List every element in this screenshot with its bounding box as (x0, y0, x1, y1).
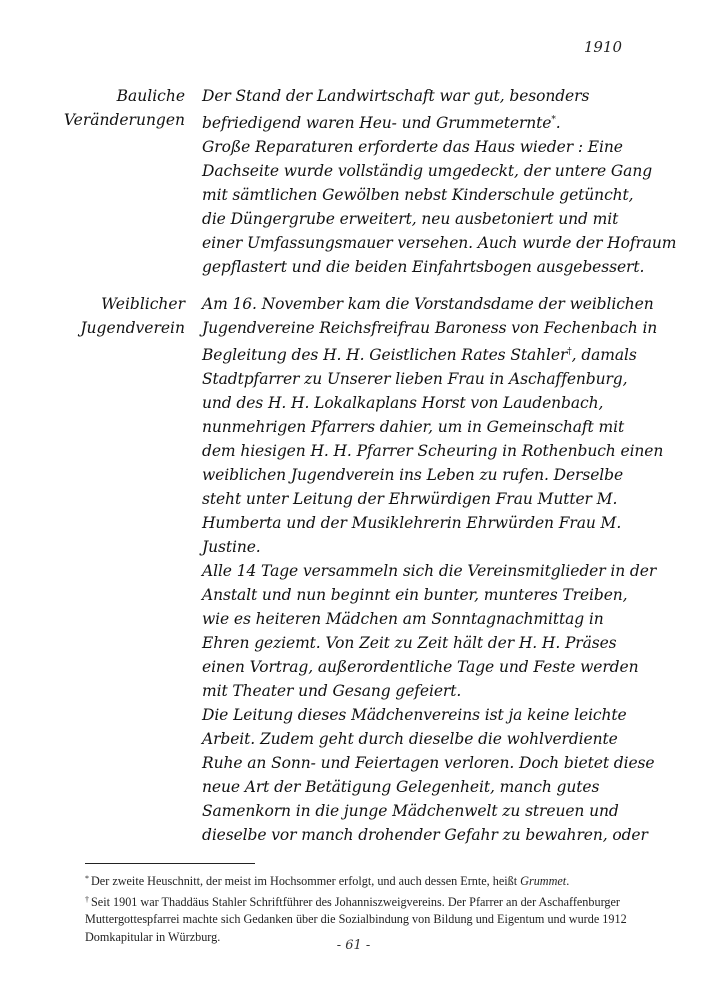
text-line-tail: , damals (571, 346, 637, 364)
text-line: Arbeit. Zudem geht durch dieselbe die wohlverdiente (202, 730, 618, 748)
footnote-marker: † (85, 894, 89, 904)
text-line: nunmehrigen Pfarrers dahier, um in Gemeinschaft mit (202, 418, 625, 436)
text-line: mit Theater und Gesang gefeiert. (202, 682, 462, 700)
footnote-text: Der zweite Heuschnitt, der meist im Hochsommer erfolgt, und auch dessen Ernte, heißt (91, 874, 521, 888)
section-body (202, 84, 677, 279)
text-line: Ruhe an Sonn- und Feiertagen verloren. Doch bietet diese (202, 754, 655, 772)
footnote-marker-2[interactable]: † (567, 347, 572, 357)
footnote-marker: * (85, 874, 89, 883)
text-line: Anstalt und nun beginnt ein bunter, munteres Treiben, (202, 586, 628, 604)
text-line: Alle 14 Tage versammeln sich die Vereinsmitglieder in der (202, 562, 657, 580)
text-line: Jugendvereine Reichsfreifrau Baroness von Fechenbach in (202, 319, 658, 337)
text-line (202, 340, 642, 367)
footnote-end: . (566, 874, 570, 888)
footnote-emphasis: Grummet (520, 874, 567, 888)
text-line: Große Reparaturen erforderte das Haus wieder : Eine (202, 138, 623, 156)
label-line: Veränderungen (63, 111, 185, 129)
footnote-marker-1[interactable]: * (551, 115, 556, 125)
footnote-divider (85, 863, 255, 864)
text-line: Am 16. November kam die Vorstandsdame der weiblichen (202, 295, 654, 313)
footnotes (85, 870, 665, 946)
text-line: Samenkorn in die junge Mädchenwelt zu streuen und (202, 802, 619, 820)
text-line-content: befriedigend waren Heu- und Grummeternte (202, 114, 552, 132)
text-line: dem hiesigen H. H. Pfarrer Scheuring in Rothenbuch einen (202, 442, 664, 460)
label-line: Jugendverein (80, 319, 185, 337)
text-line: einen Vortrag, außerordentliche Tage und Feste werden (202, 658, 639, 676)
text-line: Dachseite wurde vollständig umgedeckt, der untere Gang (202, 162, 653, 180)
text-line: Die Leitung dieses Mädchenvereins ist ja keine leichte (202, 706, 627, 724)
text-line: Stadtpfarrer zu Unserer lieben Frau in Aschaffenburg, (202, 370, 628, 388)
footnote-1 (85, 870, 665, 891)
text-line: wie es heiteren Mädchen am Sonntagnachmittag in (202, 610, 604, 628)
text-line-content: Begleitung des H. H. Geistlichen Rates Stahler (202, 346, 568, 364)
text-line: Humberta und der Musiklehrerin Ehrwürden Frau M. (202, 514, 622, 532)
label-line: Bauliche (116, 87, 185, 105)
text-line: mit sämtlichen Gewölben nebst Kinderschule getüncht, (202, 186, 634, 204)
text-line: weiblichen Jugendverein ins Leben zu rufen. Derselbe (202, 466, 624, 484)
section-body (202, 292, 664, 847)
footnote-text: Seit 1901 war Thaddäus Stahler Schriftführer des Johanniszweigvereins. Der Pfarrer an der Aschaffenburger Muttergottespfarrei machte sich Gedanken über die Sozialbindung von Bildung und Eigentum und wurde 1912 Domkapitular in Würzburg. (85, 894, 627, 944)
text-line: gepflastert und die beiden Einfahrtsbogen ausgebessert. (202, 258, 645, 276)
text-line: Justine. (202, 538, 261, 556)
label-line: Weiblicher (101, 295, 185, 313)
text-line: Ehren geziemt. Von Zeit zu Zeit hält der H. H. Präses (202, 634, 617, 652)
text-line: neue Art der Betätigung Gelegenheit, manch gutes (202, 778, 600, 796)
text-line: steht unter Leitung der Ehrwürdigen Frau Mutter M. (202, 490, 618, 508)
section-label (40, 292, 185, 340)
text-line: die Düngergrube erweitert, neu ausbetoniert und mit (202, 210, 619, 228)
year-header: 1910 (583, 38, 622, 56)
text-line-tail: . (555, 114, 561, 132)
page-number: - 61 - (336, 938, 371, 953)
text-line: einer Umfassungsmauer versehen. Auch wurde der Hofraum (202, 234, 677, 252)
text-line (202, 108, 642, 135)
section-label (40, 84, 185, 132)
text-line: dieselbe vor manch drohender Gefahr zu bewahren, oder (202, 826, 648, 844)
text-line: und des H. H. Lokalkaplans Horst von Laudenbach, (202, 394, 604, 412)
text-line: Der Stand der Landwirtschaft war gut, besonders (202, 87, 590, 105)
